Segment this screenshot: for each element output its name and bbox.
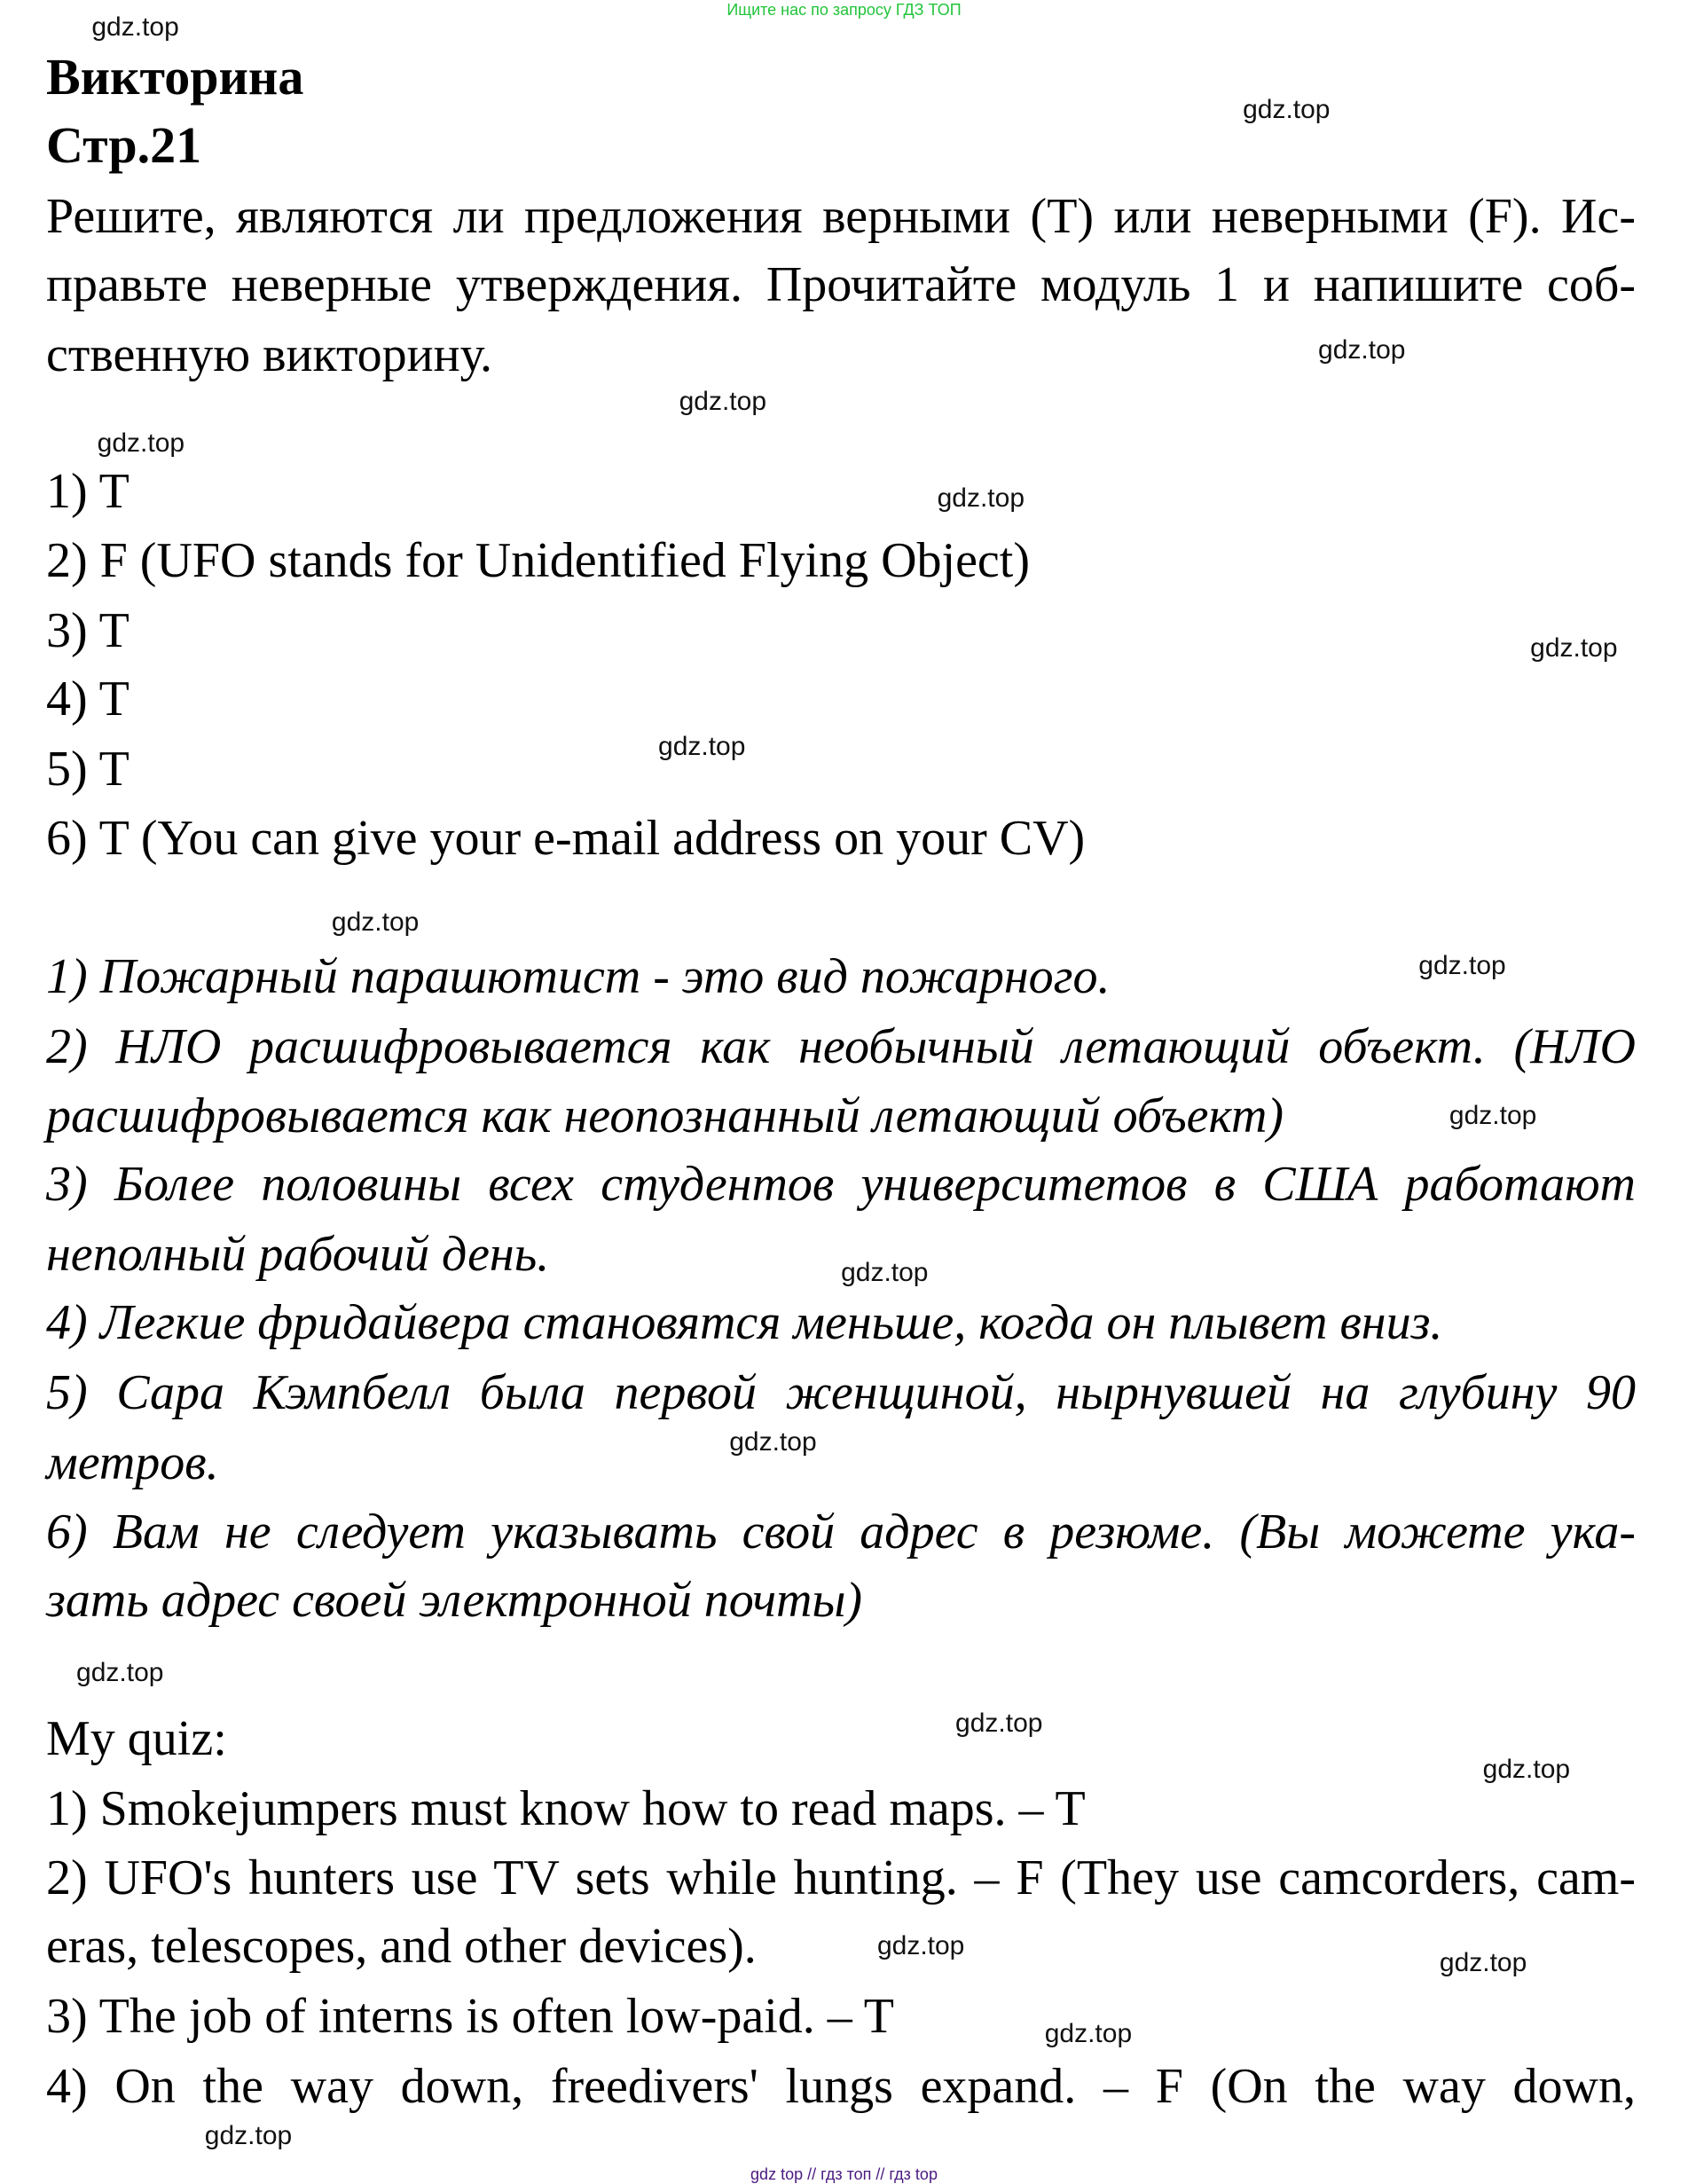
watermark: gdz.top: [658, 731, 746, 761]
quiz-line: 3) The job of interns is often low-paid. – T: [46, 1988, 894, 2044]
watermark: gdz.top: [1318, 334, 1406, 365]
my-quiz-heading: My quiz:: [46, 1710, 227, 1766]
watermark: gdz.top: [204, 2121, 293, 2151]
translation-line: 1) Пожарный парашютист - это вид пожарного.: [46, 949, 1111, 1005]
translation-line: зать адрес своей электронной почты): [46, 1573, 863, 1629]
translation-line: 5) Сара Кэмпбелл была первой женщиной, нырнувшей на глубину 90: [46, 1364, 1636, 1420]
quiz-line: eras, telescopes, and other devices).: [46, 1919, 757, 1975]
answer-line: 5) T: [46, 741, 130, 797]
watermark: gdz.top: [1530, 633, 1618, 664]
watermark: gdz.top: [841, 1257, 929, 1287]
quiz-line: 1) Smokejumpers must know how to read maps. – T: [46, 1780, 1086, 1836]
answer-line: 6) T (You can give your e-mail address on your CV): [46, 811, 1086, 867]
quiz-line: 2) UFO's hunters use TV sets while hunting. – F (They use camcorders, cam-: [46, 1850, 1636, 1906]
watermark: gdz.top: [876, 1931, 965, 1961]
watermark: gdz.top: [679, 387, 767, 417]
watermark: gdz.top: [955, 1708, 1043, 1738]
translation-line: неполный рабочий день.: [46, 1227, 550, 1283]
search-banner: Ищите нас по запросу ГДЗ ТОП: [726, 1, 962, 19]
watermark: gdz.top: [1439, 1948, 1527, 1978]
watermark: gdz.top: [1044, 2019, 1133, 2049]
translation-line: 3) Более половины всех студентов университетов в США работают: [46, 1157, 1636, 1213]
watermark: gdz.top: [1449, 1101, 1537, 1131]
translation-line: 6) Вам не следует указывать свой адрес в резюме. (Вы можете ука-: [46, 1504, 1636, 1560]
watermark: gdz.top: [1482, 1754, 1571, 1784]
watermark: gdz.top: [97, 428, 185, 459]
translation-line: расшифровывается как неопознанный летающий объект): [46, 1088, 1284, 1144]
answer-line: 4) T: [46, 672, 130, 727]
watermark: gdz.top: [331, 907, 420, 937]
watermark: gdz.top: [729, 1427, 817, 1457]
watermark: gdz.top: [76, 1658, 164, 1688]
watermark: gdz.top: [1243, 95, 1331, 125]
watermark: gdz.top: [1418, 950, 1506, 980]
instruction-line: Решите, являются ли предложения верными (T) или неверными (F). Ис-: [46, 188, 1636, 244]
page-title: Викторина: [46, 47, 304, 106]
answer-line: 1) T: [46, 463, 130, 519]
watermark: gdz.top: [91, 12, 179, 43]
instruction-line: ственную викторину.: [46, 326, 493, 382]
footer-banner: gdz top // гдз топ // гдз top: [750, 2164, 938, 2183]
instruction-line: правьте неверные утверждения. Прочитайте модуль 1 и напишите соб-: [46, 256, 1636, 312]
answer-line: 3) T: [46, 602, 130, 658]
answer-line: 2) F (UFO stands for Unidentified Flying Object): [46, 533, 1030, 589]
translation-line: 4) Легкие фридайвера становятся меньше, когда он плывет вниз.: [46, 1295, 1443, 1351]
translation-line: метров.: [46, 1434, 219, 1490]
watermark: gdz.top: [937, 483, 1025, 513]
page-number: Стр.21: [46, 115, 202, 174]
translation-line: 2) НЛО расшифровывается как необычный летающий объект. (НЛО: [46, 1018, 1636, 1074]
quiz-line: 4) On the way down, freedivers' lungs expand. – F (On the way down,: [46, 2058, 1636, 2114]
